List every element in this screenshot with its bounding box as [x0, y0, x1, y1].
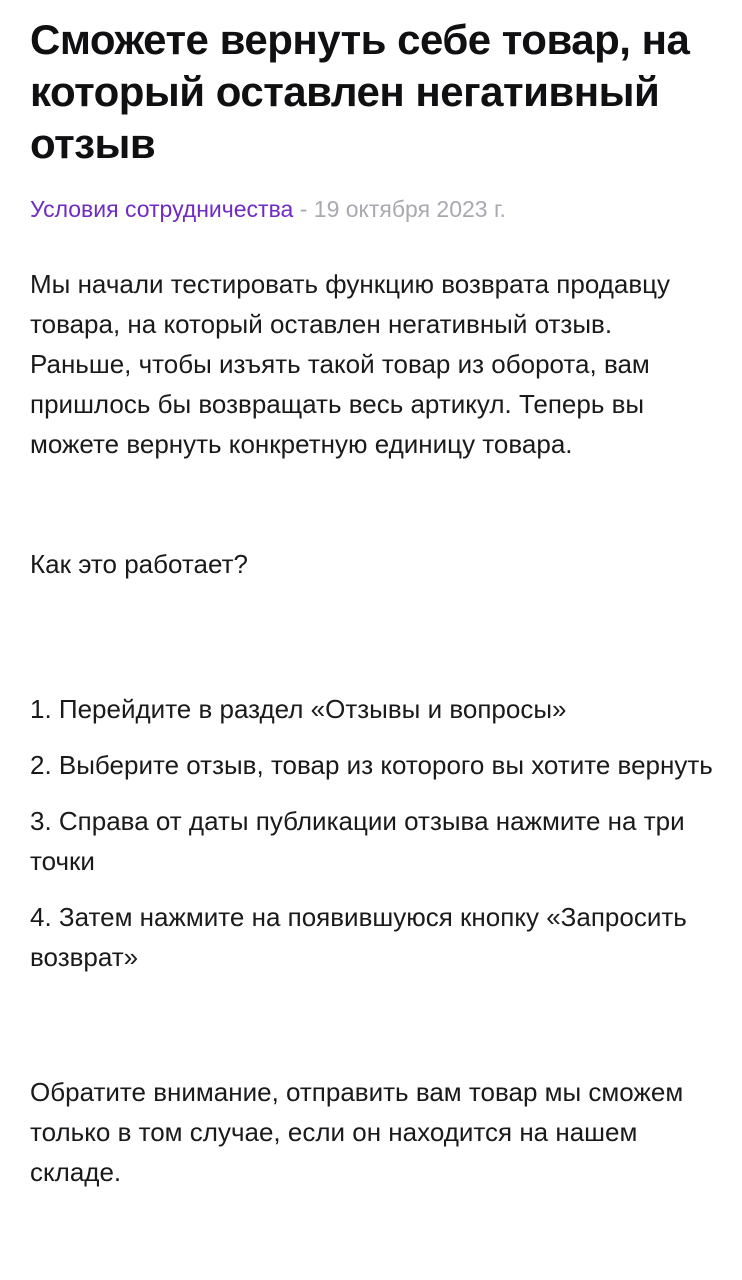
article-meta — [30, 192, 716, 226]
step-item-1: 1. Перейдите в раздел «Отзывы и вопросы» — [30, 694, 567, 724]
step-item-4: 4. Затем нажмите на появившуюся кнопку «Запросить возврат» — [30, 902, 687, 972]
steps-list — [30, 689, 716, 977]
note-paragraph: Обратите внимание, отправить вам товар мы сможем только в том случае, если он находится на нашем складе. — [30, 1077, 684, 1187]
publish-date: 19 октября 2023 г. — [313, 196, 506, 222]
how-it-works-heading: Как это работает? — [30, 549, 248, 579]
meta-separator: - — [299, 196, 308, 222]
step-item-2: 2. Выберите отзыв, товар из которого вы хотите вернуть — [30, 750, 713, 780]
intro-paragraph: Мы начали тестировать функцию возврата продавцу товара, на который оставлен негативный отзыв. Раньше, чтобы изъять такой товар из оборота, вам пришлось бы возвращать весь артикул. Теперь вы можете вернуть конкретную единицу товара. — [30, 269, 671, 459]
step-item-3: 3. Справа от даты публикации отзыва нажмите на три точки — [30, 806, 685, 876]
page-title: Сможете вернуть себе товар, на который оставлен негативный отзыв — [30, 16, 690, 167]
category-link[interactable]: Условия сотрудничества — [30, 196, 294, 222]
